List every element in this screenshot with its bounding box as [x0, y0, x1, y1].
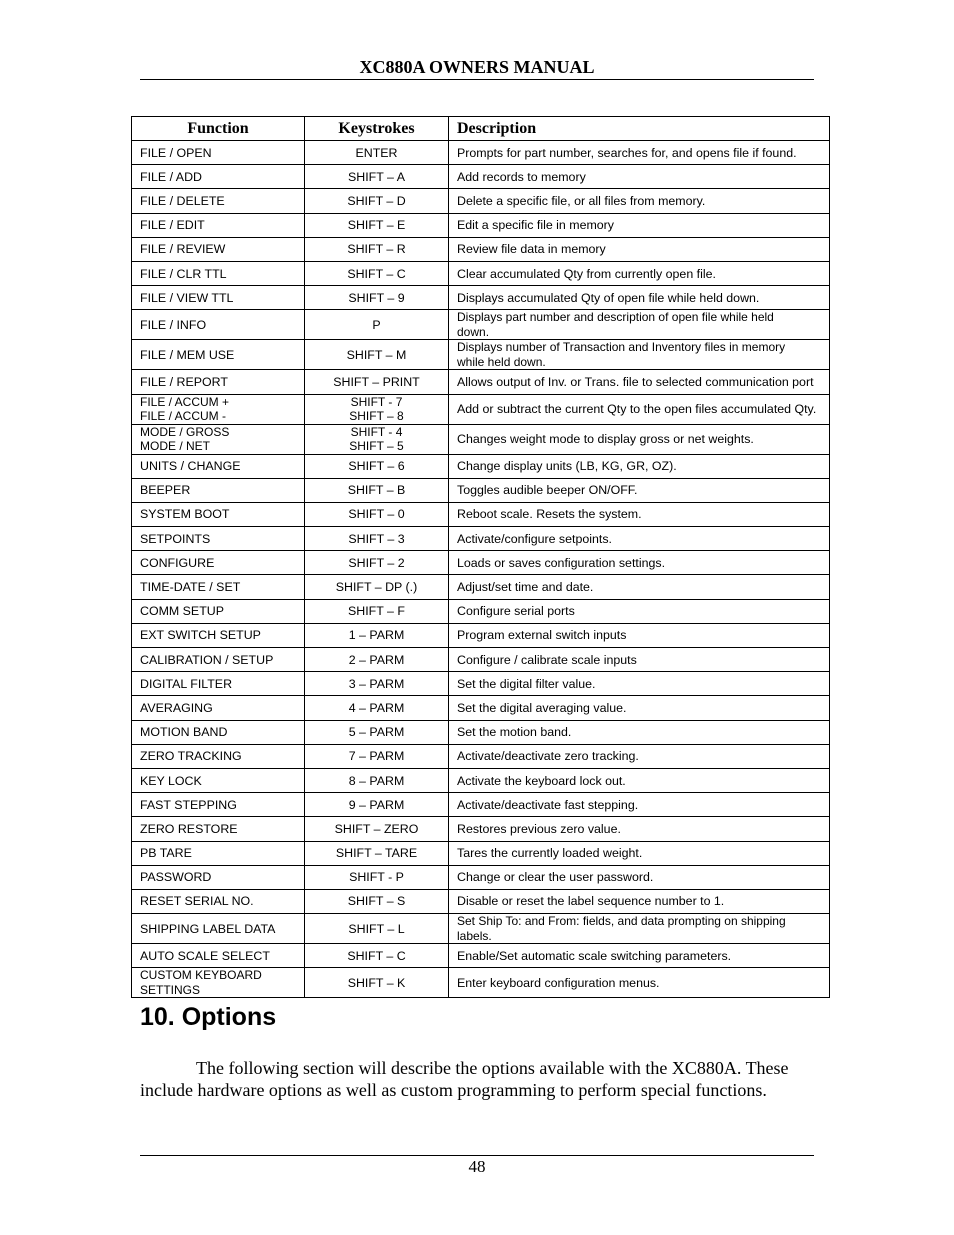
table-row — [132, 599, 830, 623]
column-header-description: Description — [449, 117, 830, 141]
function-cell-line: DIGITAL FILTER — [140, 676, 233, 691]
description-cell — [449, 478, 830, 502]
function-cell-line: FILE / VIEW TTL — [140, 290, 234, 305]
table-row — [132, 968, 830, 998]
function-cell-line: CONFIGURE — [140, 555, 215, 570]
column-header-keystrokes: Keystrokes — [305, 117, 449, 141]
description-cell-line: Allows output of Inv. or Trans. file to selected communication port — [457, 374, 814, 389]
description-cell — [449, 793, 830, 817]
column-header-function: Function — [132, 117, 305, 141]
keystrokes-cell-line: 3 – PARM — [348, 676, 405, 691]
description-cell — [449, 944, 830, 968]
description-cell — [449, 213, 830, 237]
function-cell-line: TIME-DATE / SET — [140, 580, 241, 595]
description-cell-line: Set Ship To: and From: fields, and data prompting on shipping — [457, 914, 786, 929]
keystrokes-cell-line: SHIFT – 6 — [348, 459, 405, 474]
description-cell — [449, 527, 830, 551]
keystroke-table — [131, 116, 830, 998]
function-cell-line: FILE / REPORT — [140, 374, 228, 389]
keystrokes-cell-line: 2 – PARM — [348, 652, 405, 667]
description-cell — [449, 817, 830, 841]
description-cell-line: Displays part number and description of open file while held — [457, 310, 774, 325]
description-cell — [449, 968, 830, 998]
description-cell — [449, 768, 830, 792]
description-cell — [449, 623, 830, 647]
keystrokes-cell — [305, 793, 449, 817]
function-cell — [132, 527, 305, 551]
function-cell-line: FILE / INFO — [140, 317, 207, 332]
table-row — [132, 720, 830, 744]
keystrokes-cell — [305, 237, 449, 261]
table-row — [132, 914, 830, 944]
keystrokes-cell — [305, 261, 449, 285]
table-row — [132, 793, 830, 817]
table-row — [132, 237, 830, 261]
function-cell — [132, 648, 305, 672]
function-cell-line: FILE / MEM USE — [140, 347, 235, 362]
function-cell-line: FILE / CLR TTL — [140, 266, 227, 281]
table-row — [132, 165, 830, 189]
keystrokes-cell-line: SHIFT – E — [347, 218, 406, 233]
keystrokes-cell-line: SHIFT – C — [347, 948, 406, 963]
keystrokes-cell — [305, 310, 449, 340]
function-cell — [132, 340, 305, 370]
table-row — [132, 944, 830, 968]
keystrokes-cell — [305, 841, 449, 865]
keystrokes-cell — [305, 189, 449, 213]
description-cell-line: while held down. — [457, 354, 546, 369]
keystrokes-cell — [305, 286, 449, 310]
table-row — [132, 286, 830, 310]
function-cell-line: FILE / EDIT — [140, 218, 205, 233]
keystrokes-cell — [305, 340, 449, 370]
function-cell — [132, 370, 305, 394]
keystrokes-cell-line: SHIFT – 0 — [348, 507, 405, 522]
function-cell — [132, 141, 305, 165]
function-cell — [132, 261, 305, 285]
keystrokes-cell-line: 5 – PARM — [348, 725, 405, 740]
description-cell-line: Adjust/set time and date. — [457, 580, 594, 595]
section-heading: 10. Options — [140, 1003, 277, 1031]
description-cell — [449, 672, 830, 696]
keystrokes-cell — [305, 768, 449, 792]
description-cell-line: Tares the currently loaded weight. — [457, 846, 643, 861]
function-cell-line: FILE / ADD — [140, 169, 202, 184]
function-cell — [132, 310, 305, 340]
table-row — [132, 817, 830, 841]
function-cell — [132, 478, 305, 502]
description-cell — [449, 141, 830, 165]
function-cell-line: FAST STEPPING — [140, 797, 237, 812]
keystrokes-cell — [305, 914, 449, 944]
table-row — [132, 141, 830, 165]
description-cell-line: Activate/deactivate fast stepping. — [457, 797, 639, 812]
function-cell — [132, 599, 305, 623]
description-cell-line: Program external switch inputs — [457, 628, 627, 643]
keystrokes-cell — [305, 944, 449, 968]
keystrokes-cell-line: SHIFT – 5 — [349, 439, 404, 453]
description-cell — [449, 370, 830, 394]
function-cell — [132, 865, 305, 889]
table-header-row — [132, 117, 830, 141]
function-cell — [132, 793, 305, 817]
description-cell-line: labels. — [457, 928, 492, 943]
description-cell — [449, 575, 830, 599]
keystrokes-cell-line: SHIFT – ZERO — [334, 821, 419, 836]
description-cell-line: Reboot scale. Resets the system. — [457, 507, 642, 522]
keystrokes-cell — [305, 165, 449, 189]
keystrokes-cell-line: SHIFT – D — [347, 193, 406, 208]
keystrokes-cell-line: SHIFT – A — [348, 169, 405, 184]
description-cell — [449, 599, 830, 623]
keystrokes-cell-line: SHIFT – R — [347, 242, 406, 257]
description-cell-line: Configure serial ports — [457, 604, 575, 619]
description-cell-line: Prompts for part number, searches for, and opens file if found. — [457, 145, 797, 160]
function-cell — [132, 720, 305, 744]
keystrokes-cell — [305, 720, 449, 744]
description-cell — [449, 340, 830, 370]
keystrokes-cell — [305, 672, 449, 696]
keystrokes-cell — [305, 478, 449, 502]
section-paragraph: The following section will describe the options available with the XC880A. These include hardware options as well as custom programming to perform special functions. — [140, 1058, 789, 1100]
function-cell-line: KEY LOCK — [140, 773, 202, 788]
table-row — [132, 213, 830, 237]
function-cell — [132, 672, 305, 696]
keystrokes-cell-line: SHIFT – 8 — [349, 409, 404, 423]
keystrokes-cell — [305, 551, 449, 575]
keystrokes-cell-line: SHIFT – K — [347, 975, 406, 990]
description-cell-line: Changes weight mode to display gross or net weights. — [457, 432, 754, 446]
manual-title: XC880A OWNERS MANUAL — [359, 57, 595, 77]
table-row — [132, 370, 830, 394]
description-cell-line: Add records to memory — [457, 169, 586, 184]
keystrokes-cell-line: SHIFT - 4 — [350, 424, 403, 439]
description-cell-line: Enable/Set automatic scale switching parameters. — [457, 948, 732, 963]
function-cell-line: UNITS / CHANGE — [140, 459, 241, 474]
keystrokes-cell — [305, 141, 449, 165]
description-cell-line: Change or clear the user password. — [457, 870, 654, 885]
function-cell — [132, 914, 305, 944]
table-row — [132, 502, 830, 526]
description-cell — [449, 310, 830, 340]
description-cell — [449, 744, 830, 768]
function-cell — [132, 889, 305, 913]
keystrokes-cell-line: SHIFT – 2 — [348, 555, 405, 570]
keystrokes-cell — [305, 527, 449, 551]
function-cell-line: MODE / NET — [140, 439, 211, 453]
description-cell-line: Loads or saves configuration settings. — [457, 555, 666, 570]
table-row — [132, 744, 830, 768]
description-cell-line: Activate the keyboard lock out. — [457, 773, 626, 788]
description-cell — [449, 648, 830, 672]
keystrokes-cell-line: SHIFT – L — [348, 921, 405, 936]
table-row — [132, 865, 830, 889]
function-cell-line: FILE / REVIEW — [140, 242, 226, 257]
keystrokes-cell-line: 8 – PARM — [348, 773, 405, 788]
page-number: 48 — [468, 1157, 486, 1176]
function-cell-line: CUSTOM KEYBOARD — [140, 968, 262, 983]
keystrokes-cell-line: 9 – PARM — [348, 797, 405, 812]
function-cell-line: AVERAGING — [140, 700, 213, 715]
function-cell — [132, 817, 305, 841]
table-row — [132, 454, 830, 478]
table-row — [132, 478, 830, 502]
keystrokes-cell — [305, 599, 449, 623]
description-cell — [449, 865, 830, 889]
table-row — [132, 623, 830, 647]
function-cell — [132, 237, 305, 261]
table-row — [132, 394, 830, 424]
keystrokes-cell-line: ENTER — [355, 145, 398, 160]
description-cell-line: Activate/deactivate zero tracking. — [457, 749, 639, 764]
keystrokes-cell — [305, 502, 449, 526]
table-row — [132, 189, 830, 213]
keystrokes-cell-line: 7 – PARM — [348, 749, 405, 764]
description-cell — [449, 889, 830, 913]
keystrokes-cell — [305, 696, 449, 720]
description-cell — [449, 394, 830, 424]
function-cell-line: FILE / ACCUM + — [140, 394, 230, 409]
function-cell — [132, 213, 305, 237]
table-row — [132, 672, 830, 696]
table-row — [132, 310, 830, 340]
function-cell — [132, 424, 305, 454]
keystrokes-cell-line: SHIFT – 3 — [348, 531, 405, 546]
description-cell — [449, 841, 830, 865]
keystrokes-cell-line: SHIFT - P — [349, 870, 404, 885]
header-divider — [140, 79, 814, 80]
table-row — [132, 551, 830, 575]
description-cell-line: Activate/configure setpoints. — [457, 531, 612, 546]
keystrokes-cell-line: SHIFT - 7 — [350, 394, 403, 409]
function-cell-line: FILE / ACCUM - — [140, 409, 227, 423]
keystrokes-cell — [305, 623, 449, 647]
function-cell — [132, 623, 305, 647]
description-cell-line: Displays accumulated Qty of open file while held down. — [457, 290, 760, 305]
description-cell — [449, 502, 830, 526]
function-cell — [132, 575, 305, 599]
description-cell — [449, 914, 830, 944]
function-cell-line: SETTINGS — [140, 982, 201, 997]
table-row — [132, 648, 830, 672]
table-row — [132, 261, 830, 285]
function-cell — [132, 165, 305, 189]
table-body — [132, 141, 830, 998]
function-cell-line: SYSTEM BOOT — [140, 507, 230, 522]
function-cell-line: COMM SETUP — [140, 604, 224, 619]
keystrokes-cell — [305, 817, 449, 841]
description-cell — [449, 551, 830, 575]
keystrokes-cell-line: SHIFT – DP (.) — [335, 580, 418, 595]
keystrokes-cell-line: 1 – PARM — [348, 628, 405, 643]
keystrokes-cell — [305, 889, 449, 913]
description-cell — [449, 261, 830, 285]
function-cell — [132, 454, 305, 478]
function-cell-line: SHIPPING LABEL DATA — [140, 921, 276, 936]
keystrokes-cell — [305, 968, 449, 998]
description-cell — [449, 696, 830, 720]
description-cell-line: Clear accumulated Qty from currently open file. — [457, 266, 716, 281]
description-cell-line: Configure / calibrate scale inputs — [457, 652, 637, 667]
keystrokes-cell-line: SHIFT – PRINT — [333, 374, 420, 389]
description-cell-line: Change display units (LB, KG, GR, OZ). — [457, 459, 677, 474]
keystrokes-cell — [305, 213, 449, 237]
table-row — [132, 889, 830, 913]
keystrokes-cell-line: SHIFT – TARE — [335, 846, 418, 861]
description-cell — [449, 189, 830, 213]
function-cell-line: FILE / DELETE — [140, 193, 225, 208]
keystrokes-cell-line: SHIFT – M — [346, 347, 407, 362]
function-cell-line: ZERO RESTORE — [140, 821, 238, 836]
function-cell-line: AUTO SCALE SELECT — [140, 948, 270, 963]
function-cell-line: PASSWORD — [140, 870, 212, 885]
function-cell-line: MOTION BAND — [140, 725, 228, 740]
keystrokes-cell-line: SHIFT – C — [347, 266, 406, 281]
table-row — [132, 575, 830, 599]
function-cell — [132, 502, 305, 526]
description-cell-line: Set the digital filter value. — [457, 676, 596, 691]
function-cell — [132, 189, 305, 213]
table-row — [132, 696, 830, 720]
description-cell-line: Toggles audible beeper ON/OFF. — [457, 483, 638, 498]
function-cell-line: MODE / GROSS — [140, 424, 230, 439]
description-cell-line: Set the digital averaging value. — [457, 700, 627, 715]
description-cell — [449, 286, 830, 310]
keystrokes-cell-line: SHIFT – 9 — [348, 290, 405, 305]
keystrokes-cell-line: SHIFT – F — [348, 604, 405, 619]
function-cell — [132, 551, 305, 575]
description-cell — [449, 424, 830, 454]
description-cell-line: Restores previous zero value. — [457, 821, 621, 836]
keystrokes-cell — [305, 454, 449, 478]
keystrokes-cell — [305, 394, 449, 424]
keystrokes-cell — [305, 648, 449, 672]
function-cell-line: RESET SERIAL NO. — [140, 894, 254, 909]
keystrokes-cell — [305, 575, 449, 599]
description-cell — [449, 720, 830, 744]
table-row — [132, 424, 830, 454]
description-cell-line: Enter keyboard configuration menus. — [457, 975, 660, 990]
function-cell-line: FILE / OPEN — [140, 145, 212, 160]
function-cell — [132, 841, 305, 865]
description-cell-line: Add or subtract the current Qty to the open files accumulated Qty. — [457, 402, 817, 416]
function-cell — [132, 696, 305, 720]
function-cell — [132, 944, 305, 968]
keystrokes-cell — [305, 370, 449, 394]
function-cell-line: BEEPER — [140, 483, 191, 498]
description-cell-line: Displays number of Transaction and Inventory files in memory — [457, 340, 786, 355]
function-cell-line: CALIBRATION / SETUP — [140, 652, 274, 667]
table-row — [132, 340, 830, 370]
keystrokes-cell-line: 4 – PARM — [348, 700, 405, 715]
table-row — [132, 768, 830, 792]
description-cell-line: Edit a specific file in memory — [457, 218, 615, 233]
keystrokes-cell — [305, 424, 449, 454]
function-cell — [132, 286, 305, 310]
function-cell — [132, 394, 305, 424]
function-cell-line: ZERO TRACKING — [140, 749, 242, 764]
description-cell — [449, 237, 830, 261]
table-row — [132, 527, 830, 551]
description-cell-line: Delete a specific file, or all files from memory. — [457, 193, 706, 208]
table-row — [132, 841, 830, 865]
keystrokes-cell-line: SHIFT – B — [347, 483, 406, 498]
function-cell — [132, 968, 305, 998]
function-cell — [132, 768, 305, 792]
keystrokes-cell — [305, 744, 449, 768]
function-cell-line: SETPOINTS — [140, 531, 211, 546]
keystrokes-cell-line: SHIFT – S — [347, 894, 406, 909]
description-cell — [449, 454, 830, 478]
function-cell — [132, 744, 305, 768]
function-cell-line: PB TARE — [140, 846, 192, 861]
keystrokes-cell — [305, 865, 449, 889]
description-cell-line: Disable or reset the label sequence number to 1. — [457, 894, 725, 909]
description-cell-line: down. — [457, 324, 490, 339]
description-cell-line: Review file data in memory — [457, 242, 606, 257]
function-cell-line: EXT SWITCH SETUP — [140, 628, 261, 643]
description-cell-line: Set the motion band. — [457, 725, 572, 740]
description-cell — [449, 165, 830, 189]
keystrokes-cell-line: P — [372, 317, 381, 332]
